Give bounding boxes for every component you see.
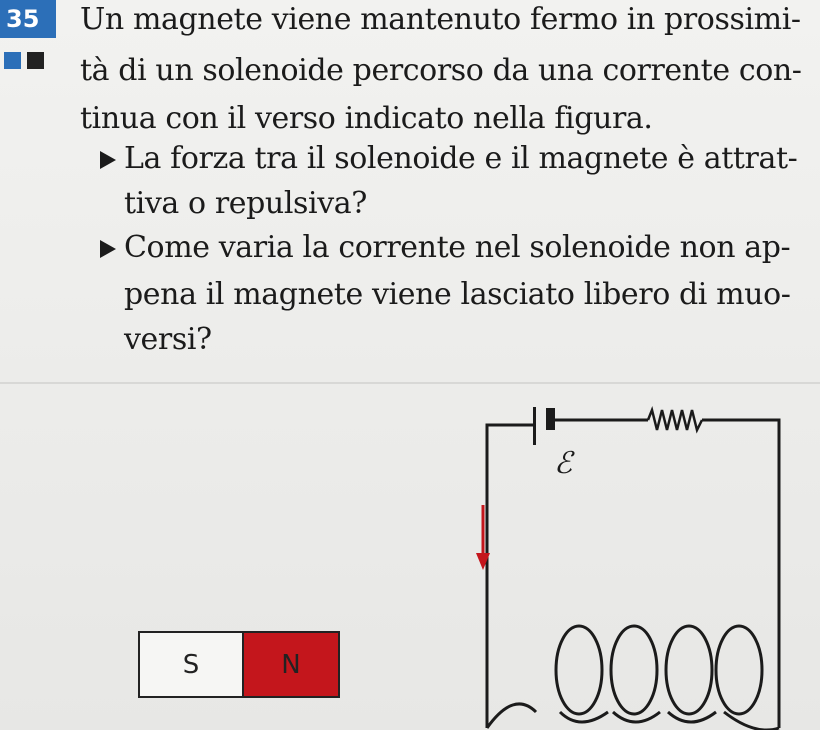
exercise-text-line: tà di un solenoide percorso da una corrente con-	[80, 53, 802, 88]
circuit-diagram	[0, 380, 820, 730]
triangle-bullet-icon	[100, 151, 116, 169]
magnet-south-pole: S	[140, 633, 244, 696]
solenoid-coil-icon	[487, 626, 779, 730]
battery-long-plate-icon	[533, 407, 536, 445]
difficulty-square-icon	[4, 52, 21, 69]
emf-label: ℰ	[554, 446, 573, 481]
question-text-line: versi?	[124, 322, 212, 357]
exercise-number-badge: 35	[0, 0, 56, 38]
battery-short-plate-icon	[546, 408, 555, 430]
question-text-line: tiva o repulsiva?	[124, 186, 367, 221]
magnet-north-pole: N	[244, 633, 338, 696]
difficulty-square-icon	[27, 52, 44, 69]
exercise-text-line: Un magnete viene mantenuto fermo in prossimi-	[80, 2, 801, 37]
circuit-wire-left	[487, 425, 533, 728]
difficulty-indicator	[4, 52, 44, 69]
question-text-line: La forza tra il solenoide e il magnete è attrat-	[124, 141, 798, 176]
triangle-bullet-icon	[100, 240, 116, 258]
question-text-line: pena il magnete viene lasciato libero di muo-	[124, 277, 791, 312]
question-text-line: Come varia la corrente nel solenoide non ap-	[124, 230, 791, 265]
bar-magnet	[138, 631, 340, 698]
circuit-wire-right	[702, 420, 779, 728]
resistor-icon	[648, 410, 702, 430]
exercise-text-line: tinua con il verso indicato nella figura.	[80, 101, 653, 136]
